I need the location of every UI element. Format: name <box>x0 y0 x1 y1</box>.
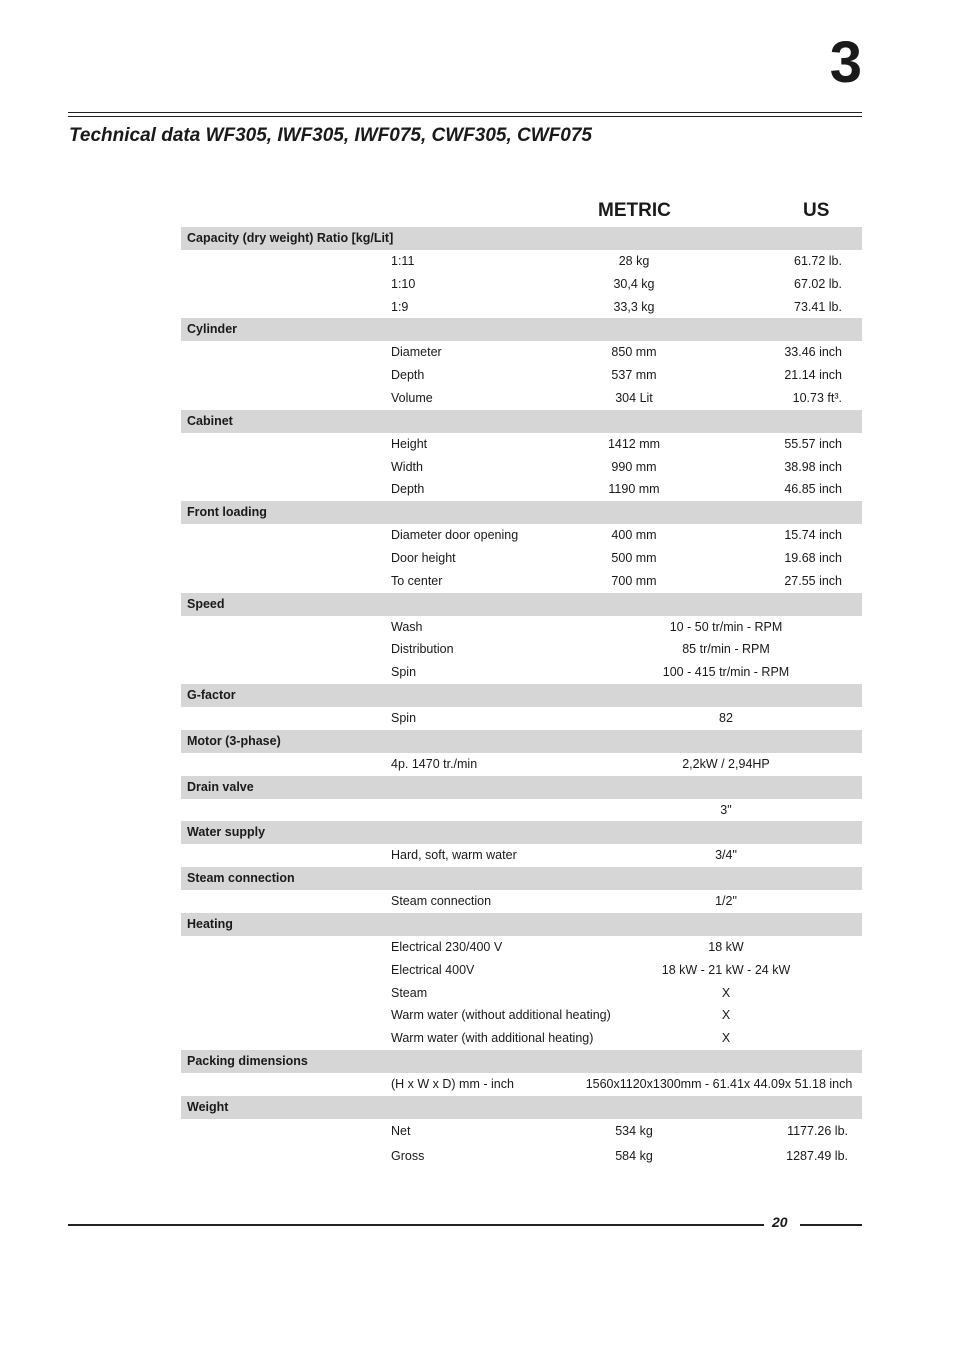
column-header-metric: METRIC <box>598 200 671 221</box>
metric-value: 990 mm <box>611 459 657 474</box>
us-value: 10.73 ft³. <box>792 390 842 405</box>
row-label: Door height <box>391 550 456 565</box>
section-header: Cylinder <box>181 318 862 341</box>
table-row <box>181 707 862 730</box>
row-label: Hard, soft, warm water <box>391 848 517 863</box>
us-value: 33.46 inch <box>784 345 842 360</box>
table-row <box>181 364 862 387</box>
column-header-us: US <box>803 200 830 221</box>
header-rule <box>68 112 862 113</box>
section-header: Steam connection <box>181 867 862 890</box>
table-row <box>181 1027 862 1050</box>
table-row <box>181 638 862 661</box>
us-value: 1177.26 lb. <box>787 1123 848 1138</box>
table-row <box>181 982 862 1005</box>
us-value: 21.14 inch <box>784 368 842 383</box>
section-header: G-factor <box>181 684 862 707</box>
shared-value: 82 <box>719 710 733 725</box>
us-value: 38.98 inch <box>784 459 842 474</box>
row-label: (H x W x D) mm - inch <box>391 1076 514 1091</box>
page-number: 20 <box>772 1214 788 1230</box>
header-rule-secondary <box>68 116 862 117</box>
shared-value: 100 - 415 tr/min - RPM <box>662 665 790 680</box>
row-label: To center <box>391 573 443 588</box>
table-row <box>181 387 862 410</box>
metric-value: 850 mm <box>611 345 657 360</box>
table-row <box>181 890 862 913</box>
section-header: Water supply <box>181 821 862 844</box>
shared-value: 18 kW - 21 kW - 24 kW <box>661 962 791 977</box>
metric-value: 30,4 kg <box>613 276 655 291</box>
table-row <box>181 478 862 501</box>
table-row <box>181 844 862 867</box>
table-row <box>181 273 862 296</box>
table-row <box>181 456 862 479</box>
section-header: Heating <box>181 913 862 936</box>
shared-value: 3" <box>720 802 732 817</box>
metric-value: 534 kg <box>615 1123 653 1138</box>
row-label: Spin <box>391 710 417 725</box>
metric-value: 304 Lit <box>615 390 653 405</box>
shared-value: 1560x1120x1300mm - 61.41x 44.09x 51.18 inch <box>585 1076 853 1091</box>
table-row <box>181 1073 862 1096</box>
row-label: Height <box>391 436 428 451</box>
spec-table <box>181 227 862 1169</box>
metric-value: 1412 mm <box>607 436 661 451</box>
table-row <box>181 616 862 639</box>
row-label: Spin <box>391 665 417 680</box>
table-row <box>181 661 862 684</box>
shared-value: 3/4" <box>715 848 737 863</box>
table-row <box>181 1144 862 1169</box>
row-label: 1:9 <box>391 299 409 314</box>
footer-rule-left <box>68 1224 764 1226</box>
table-row <box>181 524 862 547</box>
row-label: Electrical 400V <box>391 962 475 977</box>
table-row <box>181 1119 862 1144</box>
row-label: Volume <box>391 390 433 405</box>
row-label: 1:11 <box>391 254 415 268</box>
row-label: Net <box>391 1123 411 1138</box>
section-header: Capacity (dry weight) Ratio [kg/Lit] <box>181 227 862 250</box>
metric-value: 400 mm <box>611 528 657 543</box>
metric-value: 584 kg <box>615 1148 653 1163</box>
table-row <box>181 570 862 593</box>
row-label: Warm water (with additional heating) <box>391 1031 594 1046</box>
row-label: Warm water (without additional heating) <box>391 1008 611 1023</box>
row-label: Steam <box>391 985 428 1000</box>
metric-value: 537 mm <box>611 368 657 383</box>
shared-value: 2,2kW / 2,94HP <box>682 756 770 771</box>
us-value: 19.68 inch <box>784 550 842 565</box>
row-label: Diameter door opening <box>391 528 519 543</box>
shared-value: X <box>721 985 731 1000</box>
metric-value: 28 kg <box>618 254 650 268</box>
us-value: 27.55 inch <box>784 573 842 588</box>
section-header: Drain valve <box>181 776 862 799</box>
table-row <box>181 936 862 959</box>
chapter-number: 3 <box>829 30 862 95</box>
us-value: 61.72 lb. <box>794 254 842 268</box>
shared-value: 10 - 50 tr/min - RPM <box>669 619 783 634</box>
row-label: 4p. 1470 tr./min <box>391 756 478 771</box>
row-label: Width <box>391 459 423 474</box>
page-title: Technical data WF305, IWF305, IWF075, CWF305, CWF075 <box>69 125 592 146</box>
metric-value: 1190 mm <box>608 482 660 497</box>
row-label: Depth <box>391 368 425 383</box>
section-header: Packing dimensions <box>181 1050 862 1073</box>
table-row <box>181 250 862 273</box>
row-label: Gross <box>391 1148 425 1163</box>
row-label: Wash <box>391 619 423 634</box>
us-value: 15.74 inch <box>784 528 842 543</box>
section-header: Weight <box>181 1096 862 1119</box>
shared-value: X <box>721 1008 731 1023</box>
table-row <box>181 959 862 982</box>
row-label: Electrical 230/400 V <box>391 939 503 954</box>
metric-value: 33,3 kg <box>613 299 655 314</box>
row-label: Steam connection <box>391 894 492 909</box>
table-row <box>181 753 862 776</box>
section-header: Motor (3-phase) <box>181 730 862 753</box>
table-row <box>181 1004 862 1027</box>
us-value: 67.02 lb. <box>794 276 842 291</box>
section-header: Cabinet <box>181 410 862 433</box>
shared-value: 85 tr/min - RPM <box>682 642 770 657</box>
table-row <box>181 296 862 319</box>
row-label: Depth <box>391 482 425 497</box>
section-header: Front loading <box>181 501 862 524</box>
shared-value: 1/2" <box>715 894 737 909</box>
footer-rule-right <box>800 1224 862 1226</box>
us-value: 55.57 inch <box>784 436 842 451</box>
shared-value: X <box>721 1031 731 1046</box>
shared-value: 18 kW <box>708 939 744 954</box>
row-label: Distribution <box>391 642 454 657</box>
us-value: 1287.49 lb. <box>786 1148 848 1163</box>
row-label: Diameter <box>391 345 442 360</box>
metric-value: 700 mm <box>611 573 657 588</box>
table-row <box>181 547 862 570</box>
us-value: 73.41 lb. <box>794 299 842 314</box>
row-label: 1:10 <box>391 276 416 291</box>
table-row <box>181 433 862 456</box>
section-header: Speed <box>181 593 862 616</box>
table-row <box>181 799 862 822</box>
us-value: 46.85 inch <box>784 482 842 497</box>
table-row <box>181 341 862 364</box>
metric-value: 500 mm <box>611 550 657 565</box>
